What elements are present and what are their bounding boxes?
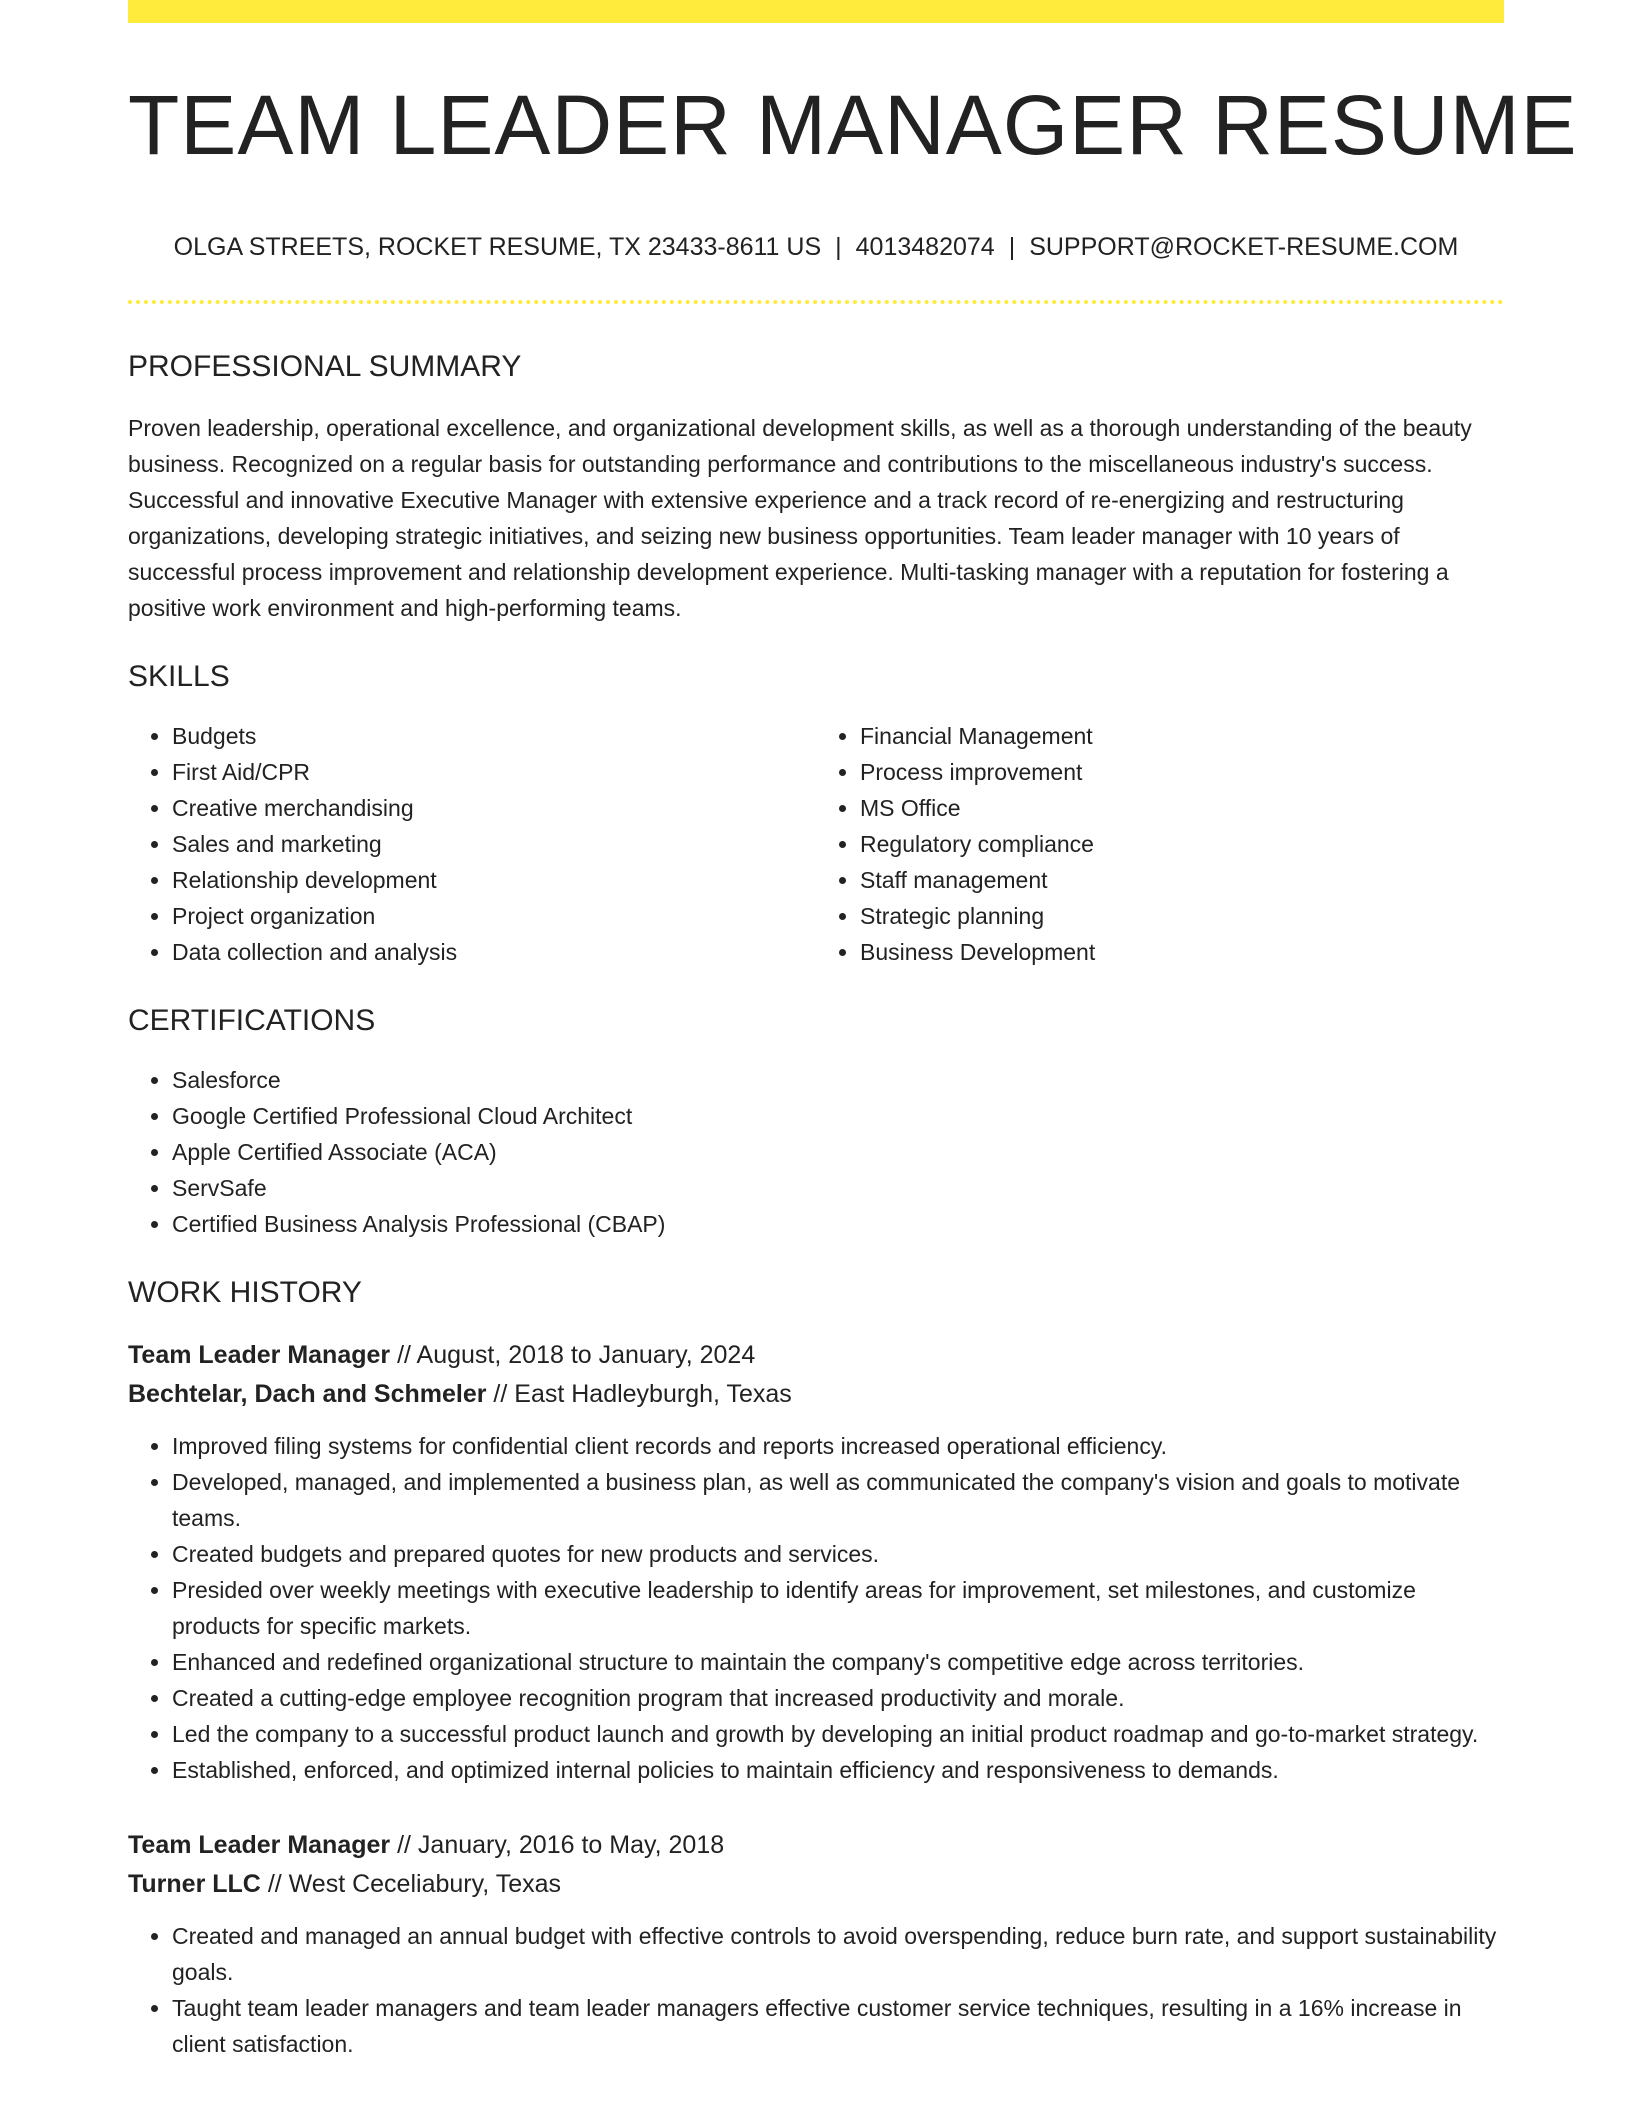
contact-separator: | — [835, 233, 842, 261]
skill-item: • Business Development — [860, 934, 1504, 970]
duty-item: • Presided over weekly meetings with executive leadership to identify areas for improvement, set milestones, and customize products for specific markets. — [172, 1572, 1504, 1644]
duty-item: • Created budgets and prepared quotes for new products and services. — [172, 1536, 1504, 1572]
contact-email: SUPPORT@ROCKET-RESUME.COM — [1029, 233, 1459, 261]
job-title-line — [128, 1826, 1504, 1865]
job-title-line — [128, 1336, 1504, 1375]
job-title: Team Leader Manager — [128, 1341, 391, 1369]
job-dates: // August, 2018 to January, 2024 — [390, 1341, 756, 1369]
job-company-line — [128, 1865, 1504, 1904]
top-accent-bar — [128, 0, 1504, 23]
certification-item: • Apple Certified Associate (ACA) — [172, 1134, 1504, 1170]
duty-item: • Created and managed an annual budget with effective controls to avoid overspending, reduce burn rate, and support sustainability goals. — [172, 1918, 1504, 1990]
skill-item: • Process improvement — [860, 754, 1504, 790]
summary-text: Proven leadership, operational excellence, and organizational development skills, as well as a thorough understanding of the beauty business. Recognized on a regular basis for outstanding performance and contributions to the miscellaneous industry's success. Successful and innovative Executive Manager with extensive experience and a track record of re-energizing and restructuring organizations, developing strategic initiatives, and seizing new business opportunities. Team leader manager with 10 years of successful process improvement and relationship development experience. Multi-tasking manager with a reputation for fostering a positive work environment and high-performing teams. — [128, 415, 1472, 621]
skill-item: • Budgets — [172, 718, 816, 754]
skill-item: • Project organization — [172, 898, 816, 934]
duty-item: • Established, enforced, and optimized internal policies to maintain efficiency and responsiveness to demands. — [172, 1752, 1504, 1788]
job-company-line — [128, 1375, 1504, 1414]
skill-item: • Creative merchandising — [172, 790, 816, 826]
contact-line — [128, 235, 1504, 260]
skills-columns — [128, 718, 1504, 970]
job-dates: // January, 2016 to May, 2018 — [390, 1831, 725, 1859]
skills-list-left — [128, 718, 816, 970]
job-entry — [128, 1336, 1504, 1788]
skills-list-right — [816, 718, 1504, 970]
contact-separator: | — [1008, 233, 1016, 261]
certification-item: • Certified Business Analysis Professional (CBAP) — [172, 1206, 1504, 1242]
job-location: // West Ceceliabury, Texas — [260, 1870, 561, 1898]
work-history-heading: WORK HISTORY — [128, 1276, 362, 1309]
certifications-list — [128, 1062, 1504, 1242]
duty-item: • Led the company to a successful product launch and growth by developing an initial product roadmap and go-to-market strategy. — [172, 1716, 1504, 1752]
contact-phone: 4013482074 — [855, 233, 995, 261]
skill-item: • Strategic planning — [860, 898, 1504, 934]
skill-item: • Data collection and analysis — [172, 934, 816, 970]
job-location: // East Hadleyburgh, Texas — [486, 1380, 792, 1408]
job-title: Team Leader Manager — [128, 1831, 391, 1859]
duty-item: • Created a cutting-edge employee recognition program that increased productivity and morale. — [172, 1680, 1504, 1716]
skill-item: • First Aid/CPR — [172, 754, 816, 790]
certification-item: • ServSafe — [172, 1170, 1504, 1206]
skills-heading: SKILLS — [128, 660, 230, 693]
skill-item: • Relationship development — [172, 862, 816, 898]
certification-item: • Salesforce — [172, 1062, 1504, 1098]
duty-item: • Taught team leader managers and team leader managers effective customer service techniques, resulting in a 16% increase in client satisfaction. — [172, 1990, 1504, 2062]
contact-address: OLGA STREETS, ROCKET RESUME, TX 23433-8611 US — [173, 233, 822, 261]
dotted-divider — [128, 300, 1504, 304]
skill-item: • MS Office — [860, 790, 1504, 826]
resume-title: TEAM LEADER MANAGER RESUME — [128, 78, 1578, 172]
skill-item: • Regulatory compliance — [860, 826, 1504, 862]
summary-heading: PROFESSIONAL SUMMARY — [128, 350, 522, 383]
skill-item: • Staff management — [860, 862, 1504, 898]
job-entry — [128, 1826, 1504, 2062]
duty-item: • Improved filing systems for confidential client records and reports increased operational efficiency. — [172, 1428, 1504, 1464]
resume-page — [128, 0, 1578, 2062]
job-company: Turner LLC — [128, 1870, 261, 1898]
duty-item: • Developed, managed, and implemented a business plan, as well as communicated the company's vision and goals to motivate teams. — [172, 1464, 1504, 1536]
duty-item: • Enhanced and redefined organizational structure to maintain the company's competitive edge across territories. — [172, 1644, 1504, 1680]
job-duties-list — [128, 1428, 1504, 1788]
certifications-heading: CERTIFICATIONS — [128, 1004, 376, 1037]
certification-item: • Google Certified Professional Cloud Architect — [172, 1098, 1504, 1134]
job-company: Bechtelar, Dach and Schmeler — [128, 1380, 487, 1408]
skill-item: • Sales and marketing — [172, 826, 816, 862]
job-duties-list — [128, 1918, 1504, 2062]
skill-item: • Financial Management — [860, 718, 1504, 754]
